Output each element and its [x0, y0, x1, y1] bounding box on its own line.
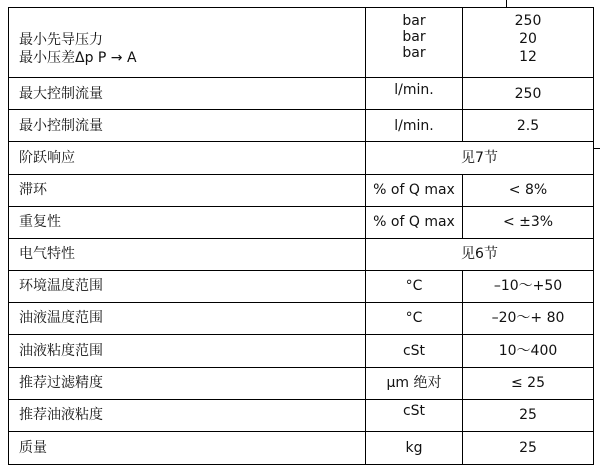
- value-cell: 25: [519, 440, 537, 456]
- value-cell: < 8%: [508, 182, 548, 198]
- unit-cell: °C: [405, 310, 423, 326]
- unit-cell: °C: [405, 278, 423, 294]
- value-cell: –10～+50: [493, 278, 563, 294]
- row-divider: [8, 464, 594, 465]
- row-divider: [8, 206, 594, 207]
- value-line: 20: [519, 31, 537, 47]
- unit-cell: [366, 13, 462, 61]
- edge-mark: [506, 0, 507, 8]
- row-label: 油液温度范围: [19, 310, 103, 326]
- unit-cell: % of Q max: [373, 182, 455, 198]
- unit-cell: µm 绝对: [386, 375, 442, 391]
- row-divider: [8, 109, 594, 110]
- row-divider: [8, 302, 594, 303]
- value-cell: < ±3%: [502, 214, 554, 230]
- column-divider: [462, 270, 463, 465]
- row-label: 推荐油液粘度: [19, 407, 103, 423]
- label-line: 最小压差Δp P → A: [19, 50, 137, 66]
- row-divider: [8, 174, 594, 175]
- unit-cell: l/min.: [394, 82, 434, 98]
- row-divider: [8, 399, 594, 400]
- table-border-right: [593, 7, 594, 465]
- merged-cell: 见6节: [461, 246, 498, 262]
- unit-cell: cSt: [402, 403, 426, 419]
- row-label: 最大控制流量: [19, 86, 103, 102]
- row-label: 重复性: [19, 214, 61, 230]
- value-cell: 250: [514, 86, 542, 102]
- value-cell: 25: [519, 407, 537, 423]
- row-divider: [8, 77, 594, 78]
- row-label: 环境温度范围: [19, 278, 103, 294]
- row-divider: [8, 334, 594, 335]
- unit-line: bar: [402, 13, 426, 29]
- value-cell: 10～400: [498, 343, 558, 359]
- value-cell: [463, 13, 593, 65]
- row-label: 阶跃响应: [19, 150, 75, 166]
- row-divider: [8, 238, 594, 239]
- value-line: 12: [519, 49, 537, 65]
- row-label: 电气特性: [19, 246, 75, 262]
- row-divider: [8, 431, 594, 432]
- unit-cell: % of Q max: [373, 214, 455, 230]
- edge-mark: [593, 148, 600, 149]
- row-divider: [8, 270, 594, 271]
- unit-cell: kg: [405, 440, 423, 456]
- row-label: 最小控制流量: [19, 118, 103, 134]
- row-divider: [8, 141, 594, 142]
- merged-cell: 见7节: [461, 150, 498, 166]
- column-divider: [365, 7, 366, 465]
- row-label: 滞环: [19, 182, 47, 198]
- row-label: 油液粘度范围: [19, 343, 103, 359]
- row-label: 推荐过滤精度: [19, 375, 103, 391]
- table-border-left: [8, 7, 9, 465]
- row-divider: [8, 367, 594, 368]
- unit-cell: cSt: [402, 343, 426, 359]
- value-cell: –20～+ 80: [491, 310, 565, 326]
- row-label: [19, 32, 137, 66]
- unit-line: bar: [402, 45, 426, 61]
- label-line: 最小先导压力: [19, 32, 103, 48]
- unit-cell: l/min.: [394, 118, 434, 134]
- unit-line: bar: [402, 29, 426, 45]
- row-label: 质量: [19, 440, 47, 456]
- value-line: 250: [514, 13, 542, 29]
- value-cell: 2.5: [516, 118, 540, 134]
- value-cell: ≤ 25: [511, 375, 545, 391]
